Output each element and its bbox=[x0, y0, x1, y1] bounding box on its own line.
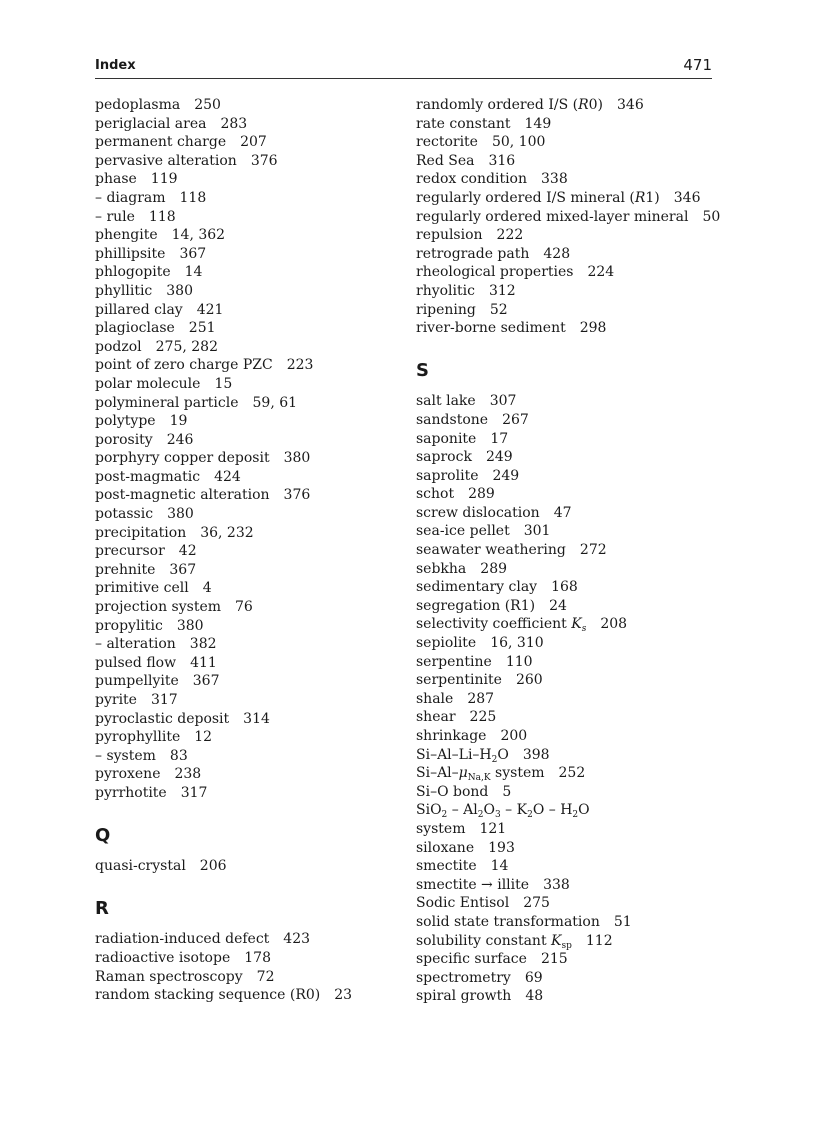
index-entry bbox=[95, 431, 415, 450]
index-pages: 346 bbox=[617, 97, 644, 113]
index-entry bbox=[416, 764, 716, 783]
index-term: Sodic Entisol bbox=[416, 895, 510, 912]
index-entry bbox=[416, 282, 716, 301]
index-entry bbox=[95, 226, 415, 245]
index-entry bbox=[416, 615, 716, 634]
index-term: $SiO_2 - Al_2O_3 - K_2O - H_2O$ bbox=[416, 802, 590, 821]
index-term: pulsed flow bbox=[95, 654, 177, 671]
index-entry bbox=[95, 949, 415, 968]
index-pages: 317 bbox=[180, 784, 208, 801]
index-term: schot bbox=[416, 486, 455, 503]
index-pages: 260 bbox=[515, 672, 543, 689]
index-entry bbox=[95, 245, 415, 264]
index-term: retrograde path bbox=[416, 245, 530, 262]
index-entry bbox=[416, 485, 716, 504]
index-term: saprock bbox=[416, 449, 472, 466]
index-pages: 69 bbox=[524, 969, 543, 986]
index-term: precursor bbox=[95, 543, 165, 560]
index-term: radioactive isotope bbox=[95, 949, 231, 966]
index-term: salt lake bbox=[416, 393, 476, 410]
header-label: Index bbox=[95, 58, 136, 73]
index-pages: 4 bbox=[202, 580, 212, 597]
index-entry bbox=[95, 654, 415, 673]
index-term: Red Sea bbox=[416, 152, 475, 169]
index-entry bbox=[95, 96, 415, 115]
index-pages: 215 bbox=[540, 951, 568, 968]
index-term: – alteration bbox=[95, 636, 176, 653]
index-term: serpentinite bbox=[416, 672, 502, 689]
index-pages: 14, 362 bbox=[171, 227, 226, 244]
index-entry bbox=[95, 394, 415, 413]
index-entry bbox=[416, 411, 716, 430]
index-pages: 316 bbox=[488, 152, 516, 169]
index-pages: 14 bbox=[490, 858, 509, 875]
index-entry bbox=[95, 542, 415, 561]
index-entry bbox=[95, 561, 415, 580]
index-term: sea-ice pellet bbox=[416, 523, 510, 540]
index-entry bbox=[95, 691, 415, 710]
index-entry bbox=[95, 152, 415, 171]
index-entry bbox=[95, 505, 415, 524]
index-pages: 206 bbox=[199, 858, 227, 875]
index-term: saprolite bbox=[416, 467, 479, 484]
index-pages: 51 bbox=[613, 913, 632, 930]
index-entry bbox=[416, 245, 716, 264]
index-term: rhyolitic bbox=[416, 282, 475, 299]
index-pages: 428 bbox=[543, 245, 571, 262]
index-term: podzol bbox=[95, 338, 142, 355]
index-entry bbox=[95, 375, 415, 394]
index-pages: 250 bbox=[194, 97, 221, 113]
index-term: phyllitic bbox=[95, 282, 153, 299]
index-term: Si–O bond bbox=[416, 783, 489, 800]
index-entry bbox=[95, 356, 415, 375]
index-pages: 19 bbox=[169, 413, 188, 430]
index-pages: 275, 282 bbox=[155, 338, 218, 355]
index-term: regularly ordered mixed-layer mineral bbox=[416, 208, 689, 225]
index-entry bbox=[416, 783, 716, 802]
index-term: selectivity coefficient $K_s$ bbox=[416, 616, 587, 635]
index-entry bbox=[95, 468, 415, 487]
index-term: $Si-Al-Li-H_2O$ bbox=[416, 746, 509, 765]
index-pages: 16, 310 bbox=[490, 635, 544, 652]
index-pages: 59, 61 bbox=[252, 394, 298, 411]
index-pages: 200 bbox=[500, 728, 528, 744]
index-pages: 110 bbox=[505, 653, 533, 670]
index-entry bbox=[95, 319, 415, 338]
index-term: shrinkage bbox=[416, 728, 487, 744]
section-heading-s: S bbox=[416, 360, 429, 382]
index-pages: 307 bbox=[489, 393, 517, 410]
index-entry bbox=[416, 801, 716, 820]
index-pages: 298 bbox=[579, 320, 607, 337]
index-term: shear bbox=[416, 709, 456, 726]
index-entry bbox=[95, 617, 415, 636]
index-entry bbox=[95, 449, 415, 468]
index-pages: 5 bbox=[502, 783, 512, 800]
index-entry bbox=[416, 448, 716, 467]
index-term: redox condition bbox=[416, 171, 527, 188]
index-term: pyrrhotite bbox=[95, 784, 167, 801]
index-pages: 178 bbox=[244, 949, 271, 966]
index-term: randomly ordered I/S (R0) bbox=[416, 97, 603, 113]
index-pages: 52 bbox=[489, 301, 508, 318]
index-entry bbox=[95, 728, 415, 747]
index-pages: 251 bbox=[188, 320, 216, 337]
index-term: pyrite bbox=[95, 692, 137, 708]
index-pages: 380 bbox=[283, 450, 311, 467]
index-pages: 317 bbox=[150, 692, 178, 708]
index-entry bbox=[416, 208, 721, 227]
index-entry bbox=[416, 820, 716, 839]
index-pages: 380 bbox=[176, 617, 204, 634]
index-term: – diagram bbox=[95, 189, 166, 206]
index-term: specific surface bbox=[416, 951, 527, 968]
index-term: polymineral particle bbox=[95, 394, 239, 411]
index-pages: 208 bbox=[600, 616, 628, 633]
index-pages: 249 bbox=[492, 467, 520, 484]
index-entry bbox=[95, 133, 415, 152]
index-term: smectite → illite bbox=[416, 876, 530, 893]
index-term: random stacking sequence (R0) bbox=[95, 987, 321, 1004]
index-entry bbox=[95, 857, 415, 876]
index-entry bbox=[416, 430, 716, 449]
index-pages: 382 bbox=[189, 636, 217, 653]
index-pages: 246 bbox=[166, 431, 194, 448]
index-term: sedimentary clay bbox=[416, 579, 538, 596]
index-entry bbox=[416, 597, 716, 616]
index-pages: 338 bbox=[541, 171, 568, 188]
index-entry bbox=[95, 710, 415, 729]
index-pages: 15 bbox=[214, 375, 233, 392]
index-pages: 168 bbox=[551, 579, 578, 596]
index-entry bbox=[416, 115, 716, 134]
index-term: river-borne sediment bbox=[416, 320, 566, 337]
index-entry bbox=[416, 152, 716, 171]
index-pages: 23 bbox=[334, 987, 353, 1004]
index-pages: 289 bbox=[480, 560, 508, 577]
index-entry bbox=[95, 189, 415, 208]
index-entry bbox=[95, 968, 415, 987]
index-pages: 376 bbox=[250, 152, 278, 169]
index-term: quasi-crystal bbox=[95, 858, 186, 875]
index-entry bbox=[416, 522, 716, 541]
index-pages: 338 bbox=[543, 876, 570, 893]
index-term: polar molecule bbox=[95, 375, 201, 392]
index-entry bbox=[416, 560, 716, 579]
index-pages: 118 bbox=[148, 208, 176, 225]
index-term: spiral growth bbox=[416, 988, 512, 1005]
index-entry bbox=[416, 226, 716, 245]
index-entry bbox=[95, 747, 415, 766]
index-pages: 301 bbox=[523, 523, 551, 540]
index-pages: 314 bbox=[243, 710, 270, 727]
index-term: projection system bbox=[95, 599, 222, 616]
index-pages: 224 bbox=[587, 264, 615, 281]
index-pages: 50 bbox=[702, 208, 721, 225]
index-entry bbox=[416, 263, 716, 282]
index-term: rate constant bbox=[416, 115, 511, 132]
index-pages: 421 bbox=[196, 301, 224, 318]
index-pages: 367 bbox=[192, 673, 220, 690]
index-term: permanent charge bbox=[95, 134, 227, 151]
index-entry bbox=[416, 319, 716, 338]
index-entry bbox=[416, 746, 716, 765]
index-term: porosity bbox=[95, 431, 153, 448]
index-entry bbox=[416, 504, 716, 523]
index-term: phase bbox=[95, 171, 137, 188]
index-entry bbox=[416, 932, 716, 951]
index-pages: 424 bbox=[214, 468, 241, 485]
index-term: saponite bbox=[416, 430, 477, 447]
index-term: seawater weathering bbox=[416, 542, 566, 559]
index-pages: 50, 100 bbox=[491, 134, 546, 151]
index-term: sepiolite bbox=[416, 635, 477, 652]
index-entry bbox=[416, 913, 716, 932]
section-heading-q: Q bbox=[95, 825, 111, 847]
index-term: spectrometry bbox=[416, 969, 511, 986]
index-term: prehnite bbox=[95, 561, 156, 578]
index-term: – system bbox=[95, 747, 156, 764]
index-pages: 267 bbox=[502, 411, 529, 428]
index-entry bbox=[95, 598, 415, 617]
index-entry bbox=[95, 208, 415, 227]
index-term: radiation-induced defect bbox=[95, 931, 270, 948]
index-entry bbox=[95, 170, 415, 189]
index-entry bbox=[416, 170, 716, 189]
index-pages: 149 bbox=[524, 115, 552, 132]
index-pages: 47 bbox=[553, 504, 572, 521]
index-term: rheological properties bbox=[416, 264, 574, 281]
index-pages: 36, 232 bbox=[200, 524, 254, 541]
index-term: smectite bbox=[416, 858, 477, 875]
index-term: phillipsite bbox=[95, 245, 166, 262]
index-entry bbox=[416, 950, 716, 969]
index-pages: 289 bbox=[468, 486, 495, 503]
index-pages: 312 bbox=[488, 282, 516, 299]
index-entry bbox=[416, 727, 716, 746]
index-term: sebkha bbox=[416, 560, 467, 577]
index-column-left bbox=[95, 96, 415, 1005]
index-term: segregation (R1) bbox=[416, 597, 536, 614]
index-entry bbox=[95, 930, 415, 949]
index-pages: 380 bbox=[166, 282, 193, 299]
index-pages: 118 bbox=[179, 189, 207, 206]
index-entry bbox=[95, 301, 415, 320]
index-pages: 112 bbox=[585, 932, 613, 949]
index-term: solid state transformation bbox=[416, 913, 600, 930]
index-pages: 275 bbox=[523, 895, 550, 912]
index-term: precipitation bbox=[95, 524, 187, 541]
index-pages: 252 bbox=[558, 765, 586, 782]
index-entry bbox=[95, 338, 415, 357]
index-term: pyroxene bbox=[95, 766, 161, 783]
index-pages: 272 bbox=[579, 542, 607, 559]
index-pages: 411 bbox=[190, 654, 217, 671]
index-term: periglacial area bbox=[95, 115, 207, 132]
index-entry bbox=[416, 708, 716, 727]
index-term: propylitic bbox=[95, 617, 163, 634]
index-term: phengite bbox=[95, 227, 158, 244]
page-number: 471 bbox=[683, 56, 712, 74]
index-pages: 193 bbox=[488, 839, 515, 856]
index-entry bbox=[95, 579, 415, 598]
index-pages: 72 bbox=[256, 968, 275, 985]
index-pages: 367 bbox=[179, 245, 207, 262]
index-entry bbox=[95, 524, 415, 543]
index-pages: 398 bbox=[522, 746, 550, 763]
index-pages: 249 bbox=[485, 449, 513, 466]
index-entry bbox=[416, 301, 716, 320]
index-pages: 380 bbox=[167, 506, 194, 523]
index-term: ripening bbox=[416, 301, 476, 318]
index-term: pervasive alteration bbox=[95, 152, 237, 169]
index-term: pumpellyite bbox=[95, 673, 179, 690]
index-term: rectorite bbox=[416, 134, 478, 151]
index-term: $Si-Al-\mu_{Na,K}$ system bbox=[416, 765, 545, 784]
index-entry bbox=[416, 876, 716, 895]
index-pages: 48 bbox=[525, 988, 544, 1005]
index-entry bbox=[95, 672, 415, 691]
index-pages: 222 bbox=[496, 227, 524, 244]
index-entry bbox=[416, 839, 716, 858]
index-term: repulsion bbox=[416, 227, 483, 244]
index-term: Raman spectroscopy bbox=[95, 968, 243, 985]
index-pages: 17 bbox=[490, 430, 509, 447]
index-pages: 283 bbox=[220, 115, 248, 132]
index-entry bbox=[416, 467, 716, 486]
index-term: siloxane bbox=[416, 839, 475, 856]
index-entry bbox=[416, 857, 716, 876]
index-pages: 119 bbox=[150, 171, 178, 188]
index-entry bbox=[416, 894, 716, 913]
section-heading-r: R bbox=[95, 898, 109, 920]
index-term: polytype bbox=[95, 413, 156, 430]
index-term: porphyry copper deposit bbox=[95, 450, 270, 467]
index-entry bbox=[95, 486, 415, 505]
index-term: pillared clay bbox=[95, 301, 183, 318]
index-entry bbox=[416, 578, 716, 597]
index-term: solubility constant $K_{sp}$ bbox=[416, 932, 572, 951]
index-entry bbox=[95, 412, 415, 431]
index-term: serpentine bbox=[416, 653, 492, 670]
index-term: plagioclase bbox=[95, 320, 175, 337]
index-term: post-magnetic alteration bbox=[95, 487, 270, 504]
index-pages: 24 bbox=[549, 597, 567, 614]
index-entry bbox=[416, 671, 716, 690]
index-pages: 14 bbox=[184, 264, 203, 281]
index-term: post-magmatic bbox=[95, 468, 201, 485]
index-entry bbox=[95, 635, 415, 654]
index-term: primitive cell bbox=[95, 580, 189, 597]
index-entry bbox=[416, 133, 716, 152]
index-pages: 12 bbox=[194, 729, 213, 746]
index-entry bbox=[95, 115, 415, 134]
index-entry bbox=[416, 189, 716, 208]
index-term: screw dislocation bbox=[416, 504, 540, 521]
index-term: shale bbox=[416, 690, 454, 707]
index-pages: 223 bbox=[286, 357, 314, 374]
index-entry bbox=[416, 969, 716, 988]
index-entry bbox=[416, 541, 716, 560]
index-pages: 376 bbox=[283, 487, 311, 504]
index-entry bbox=[416, 653, 716, 672]
index-entry bbox=[416, 96, 716, 115]
index-term: pyrophyllite bbox=[95, 729, 181, 746]
index-term: – rule bbox=[95, 208, 135, 225]
index-pages: 287 bbox=[467, 690, 495, 707]
index-entry bbox=[95, 986, 415, 1005]
index-term: system bbox=[416, 820, 466, 837]
index-entry bbox=[416, 690, 716, 709]
index-pages: 121 bbox=[479, 820, 507, 837]
index-term: pyroclastic deposit bbox=[95, 710, 230, 727]
index-pages: 83 bbox=[169, 747, 188, 764]
index-term: phlogopite bbox=[95, 264, 171, 281]
index-pages: 367 bbox=[169, 561, 197, 578]
index-entry bbox=[95, 263, 415, 282]
index-entry bbox=[95, 765, 415, 784]
index-entry bbox=[416, 634, 716, 653]
index-entry bbox=[416, 987, 716, 1006]
index-pages: 76 bbox=[235, 599, 253, 616]
index-entry bbox=[95, 282, 415, 301]
index-pages: 42 bbox=[178, 543, 197, 560]
index-term: potassic bbox=[95, 506, 154, 523]
index-pages: 225 bbox=[469, 709, 497, 726]
running-header bbox=[95, 56, 712, 79]
index-column-right bbox=[416, 96, 721, 1006]
index-term: pedoplasma bbox=[95, 97, 181, 113]
index-term: point of zero charge PZC bbox=[95, 357, 273, 374]
index-term: regularly ordered I/S mineral (R1) bbox=[416, 189, 660, 206]
index-term: sandstone bbox=[416, 411, 489, 428]
index-entry bbox=[416, 392, 716, 411]
index-pages: 238 bbox=[174, 766, 202, 783]
index-pages: 346 bbox=[673, 189, 701, 206]
index-entry bbox=[95, 784, 415, 803]
index-pages: 207 bbox=[240, 134, 267, 151]
index-pages: 423 bbox=[283, 931, 311, 948]
